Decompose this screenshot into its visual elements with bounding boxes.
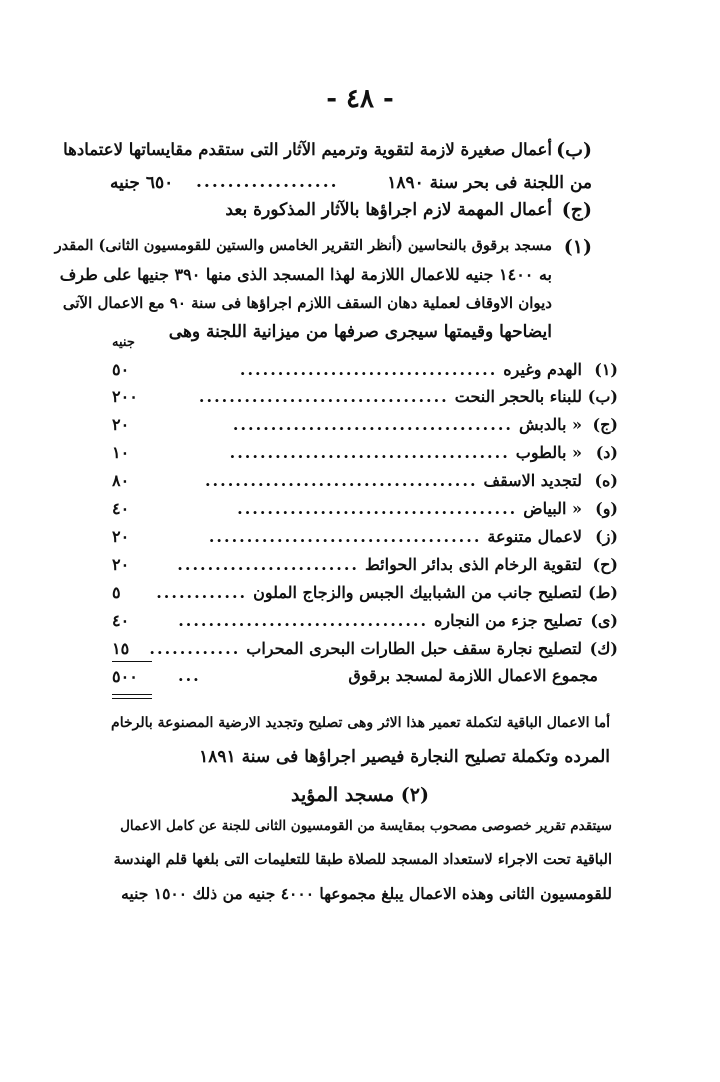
section-b-amount: ٦٥٠ جنيه <box>110 173 174 193</box>
section-b-marker: (ب) <box>556 139 592 161</box>
item-description: « بالدبش <box>518 415 582 434</box>
list-item <box>110 439 618 466</box>
mosque-1-line-1: مسجد برقوق بالنحاسين (أنظر التقرير الخامس والستين للقومسيون الثانى) المقدر <box>54 237 552 254</box>
mosque-2-line-1: سيتقدم تقرير خصوصى مصحوب بمقايسة من القومسيون الثانى للجنة عن كامل الاعمال <box>120 818 612 834</box>
item-amount: ٢٠٠ <box>112 387 138 406</box>
mosque-1-line-3: ديوان الاوقاف لعملية دهان السقف اللازم اجراؤها فى سنة ٩٠ مع الاعمال الآتى <box>62 294 552 312</box>
section-j-marker: (ج) <box>561 199 592 221</box>
leader-dots: ..................................... <box>237 499 518 518</box>
item-marker: (د) <box>595 443 618 462</box>
mosque-1-marker: (١) <box>563 236 592 258</box>
mosque-2-line-2: الباقية تحت الاجراء لاستعداد المسجد للصلاة طبقا للتعليمات التى بلغها قلم الهندسة <box>113 851 612 868</box>
list-item <box>110 607 618 634</box>
unit-header: جنيه <box>112 335 135 350</box>
total-double-rule <box>112 694 152 695</box>
list-item <box>110 356 618 383</box>
leader-dots: .................................... <box>204 471 478 490</box>
item-description: للبناء بالحجر النحت <box>454 387 582 406</box>
mosque-2-heading: (٢) مسجد المؤيد <box>291 784 429 806</box>
item-amount: ٢٠ <box>112 415 130 434</box>
item-description: لتجديد الاسقف <box>483 471 582 490</box>
item-marker: (١) <box>594 360 618 379</box>
item-description: الهدم وغيره <box>503 360 582 379</box>
item-marker: (ج) <box>592 415 618 434</box>
item-marker: (ه) <box>594 471 618 490</box>
total-dots: ... <box>178 666 201 685</box>
item-amount: ٢٠ <box>112 555 130 574</box>
item-description: لتقوية الرخام الذى بدائر الحوائط <box>364 555 582 574</box>
remaining-line-1: أما الاعمال الباقية لتكملة تعمير هذا الاثر وهى تصليح وتجديد الارضية المصنوعة بالرخام <box>111 715 610 731</box>
item-amount: ٤٠ <box>112 499 130 518</box>
item-marker: (ط) <box>588 583 618 602</box>
leader-dots: ..................................... <box>232 415 513 434</box>
leader-dots: ................................. <box>198 387 449 406</box>
leader-dots: .................................... <box>208 527 482 546</box>
leader-dots: ............ <box>156 583 248 602</box>
item-description: لاعمال متنوعة <box>487 527 582 546</box>
item-amount: ٨٠ <box>112 471 130 490</box>
mosque-1-line-2: به ١٤٠٠ جنيه للاعمال اللازمة لهذا المسجد الذى منها ٣٩٠ جنيها على طرف <box>59 265 552 284</box>
mosque-2-line-3: للقومسيون الثانى وهذه الاعمال يبلغ مجموعها ٤٠٠٠ جنيه من ذلك ١٥٠٠ جنيه <box>121 884 612 903</box>
mosque-1-line-4: ايضاحها وقيمتها سيجرى صرفها من ميزانية اللجنة وهى <box>168 322 552 342</box>
item-description: تصليح جزء من النجاره <box>434 611 582 630</box>
item-marker: (ك) <box>589 639 618 658</box>
item-description: « بالطوب <box>515 443 582 462</box>
leader-dots: ..................................... <box>229 443 510 462</box>
section-j-text: أعمال المهمة لازم اجراؤها بالآثار المذكورة بعد <box>225 200 552 220</box>
item-amount: ٤٠ <box>112 611 130 630</box>
item-marker: (ز) <box>595 527 618 546</box>
list-item <box>110 523 618 550</box>
item-amount: ١٠ <box>112 443 130 462</box>
item-amount: ١٥ <box>112 639 130 658</box>
list-item <box>110 579 618 606</box>
section-b-line-1: أعمال صغيرة لازمة لتقوية وترميم الآثار التى ستقدم مقايساتها لاعتمادها <box>63 140 552 159</box>
leader-dots: ............ <box>149 639 241 658</box>
list-item <box>110 495 618 522</box>
remaining-line-2: المرده وتكملة تصليح النجارة فيصير اجراؤها فى سنة ١٨٩١ <box>199 747 610 767</box>
list-item <box>110 467 618 494</box>
list-item <box>110 635 618 662</box>
item-marker: (ب) <box>587 387 618 406</box>
item-marker: (و) <box>595 499 618 518</box>
section-b-dots: .................. <box>196 172 339 192</box>
section-b-line-2: من اللجنة فى بحر سنة ١٨٩٠ <box>387 173 592 193</box>
leader-dots: ................................. <box>178 611 429 630</box>
item-description: لتصليح جانب من الشبابيك الجبس والزجاج الملون <box>253 583 582 602</box>
item-marker: (ى) <box>590 611 618 630</box>
list-item <box>110 383 618 410</box>
page-number: - ٤٨ - <box>326 84 394 114</box>
sum-rule <box>112 661 152 662</box>
leader-dots: ........................ <box>177 555 359 574</box>
leader-dots: .................................. <box>239 360 498 379</box>
total-description: مجموع الاعمال اللازمة لمسجد برقوق <box>348 666 598 685</box>
list-item <box>110 411 618 438</box>
list-item <box>110 551 618 578</box>
item-amount: ٥٠ <box>112 360 130 379</box>
total-double-rule <box>112 698 152 699</box>
item-amount: ٥ <box>112 583 121 602</box>
item-description: لتصليح نجارة سقف حبل الطارات البحرى المحراب <box>246 639 582 658</box>
total-amount: ٥٠٠ <box>112 667 138 686</box>
item-marker: (ح) <box>592 555 618 574</box>
item-description: « البياض <box>523 499 582 518</box>
item-amount: ٢٠ <box>112 527 130 546</box>
